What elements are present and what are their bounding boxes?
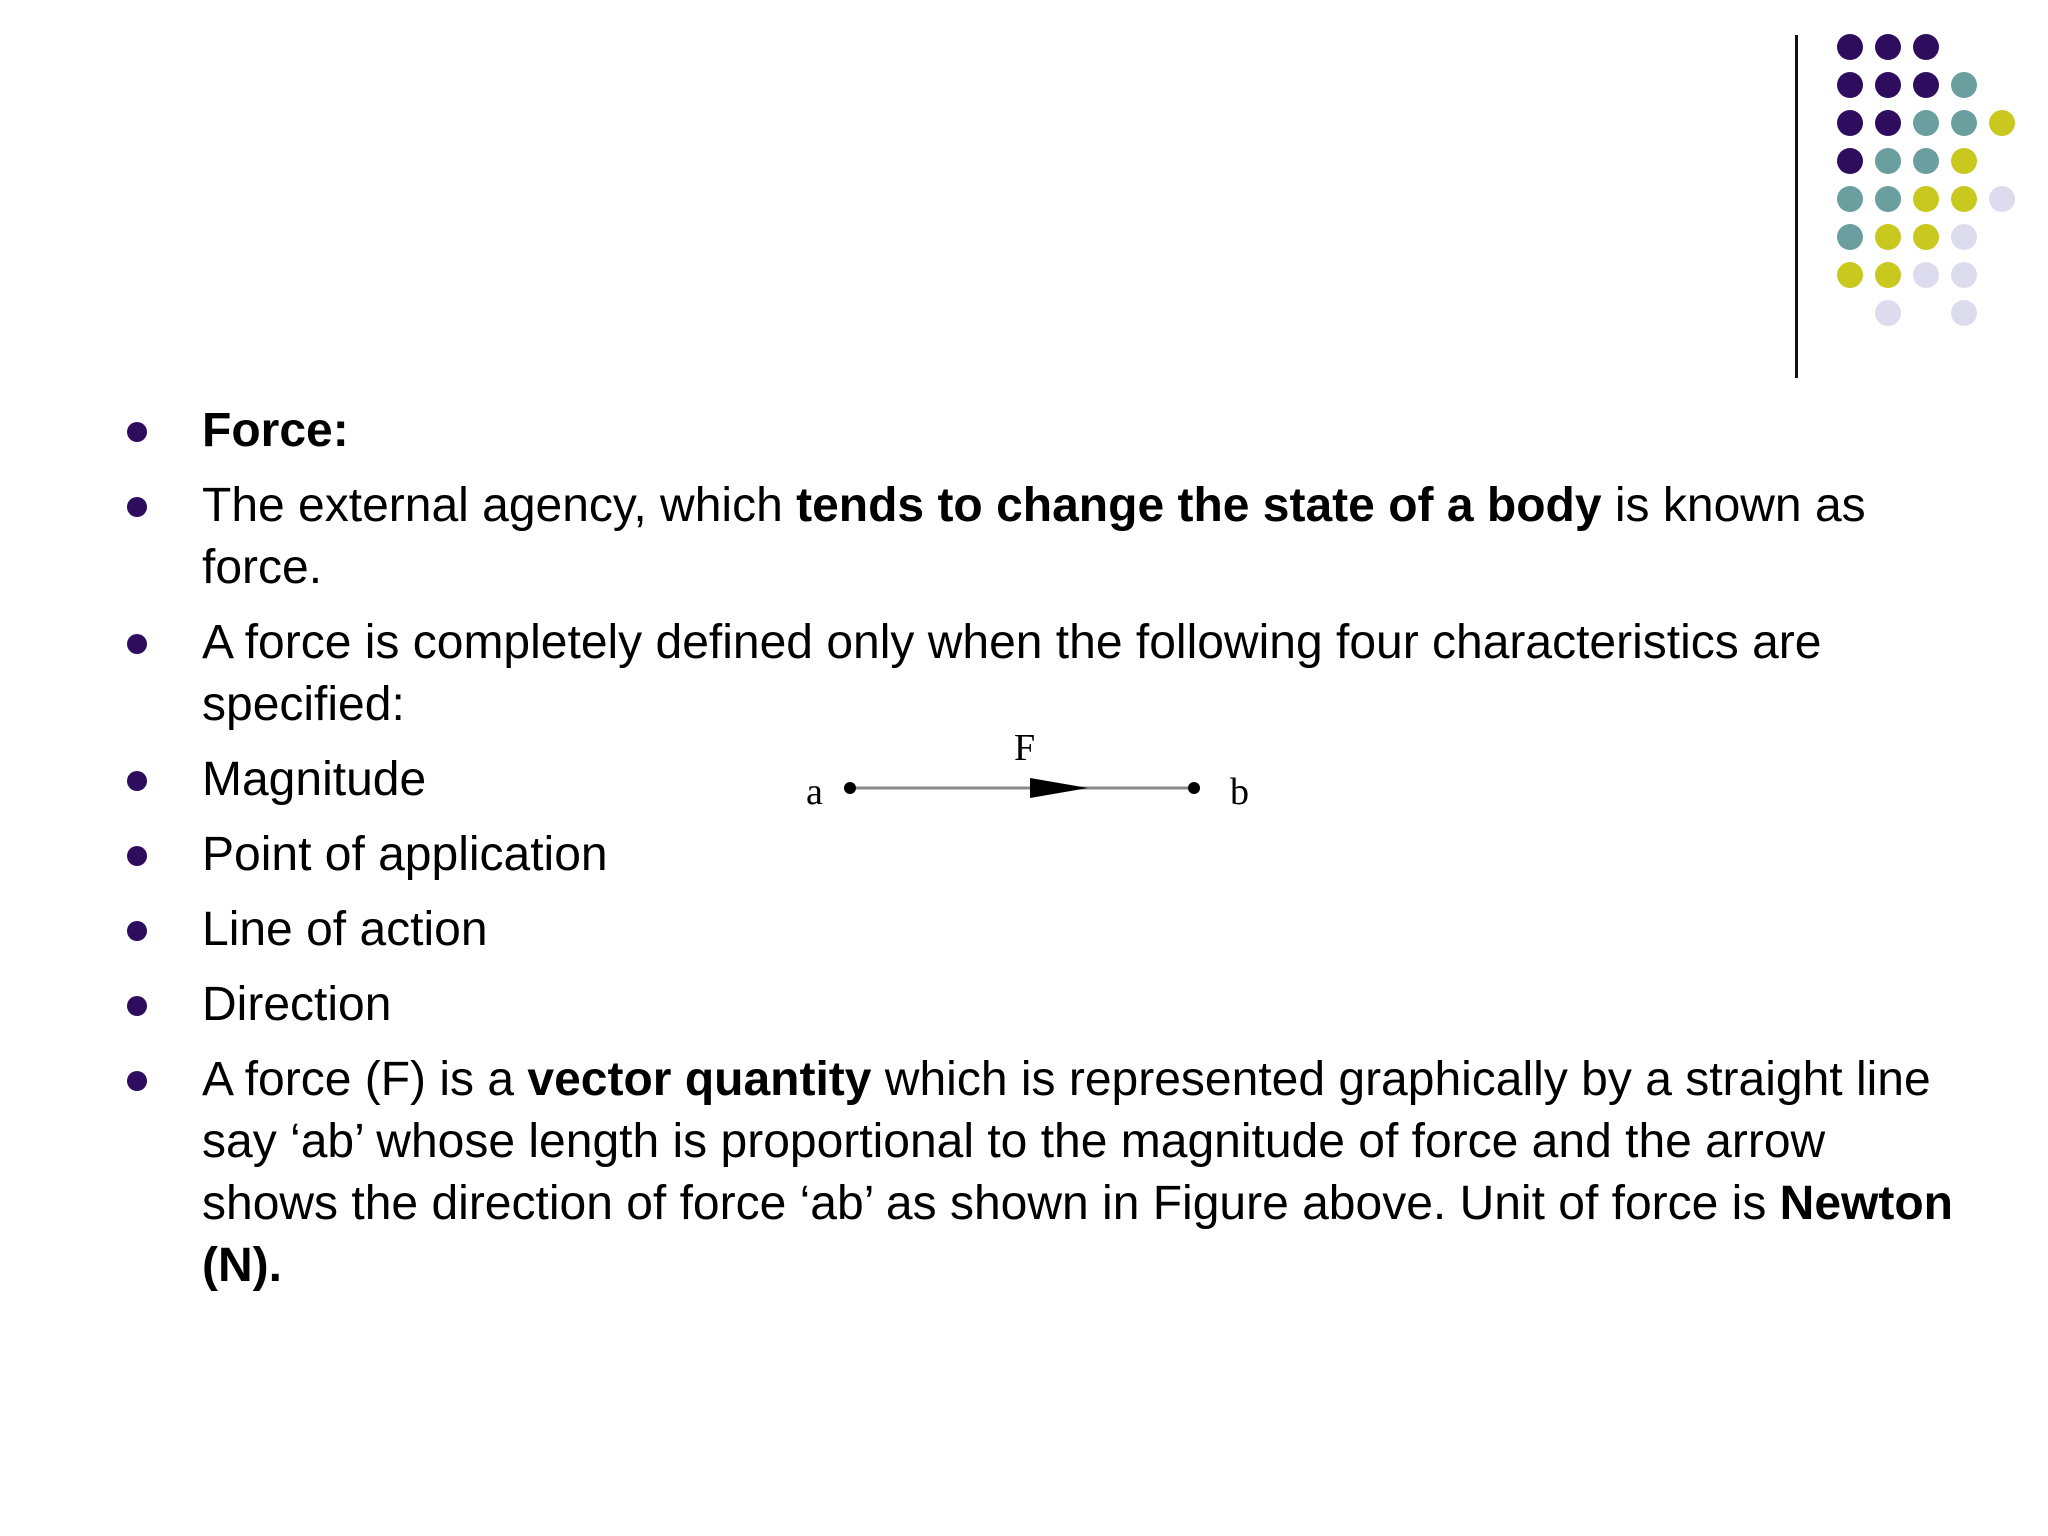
decorative-dot	[1875, 224, 1901, 250]
bold-text: tends to change the state of a body	[796, 479, 1602, 532]
bold-text: vector quantity	[527, 1053, 872, 1106]
text: The external agency, which	[202, 479, 797, 532]
bullet-item	[118, 475, 1968, 599]
bullet-dot-icon	[127, 634, 147, 654]
decorative-dot	[1951, 148, 1977, 174]
text: which is represented graphically by a straight line say ‘ab’ whose length is proportional to the magnitude of force and the arrow shows the direction of force ‘ab’ as shown in Figure above. Unit of force is	[202, 1053, 1931, 1230]
decorative-dot	[1913, 262, 1939, 288]
decorative-dot	[1951, 110, 1977, 136]
decorative-dot	[1837, 224, 1863, 250]
decorative-dot	[1837, 148, 1863, 174]
decorative-dot	[1913, 148, 1939, 174]
arrowhead-icon	[1030, 778, 1088, 798]
decorative-dot	[1875, 186, 1901, 212]
bullet-item	[118, 824, 842, 886]
text: Direction	[202, 978, 392, 1031]
decorative-dot	[1989, 110, 2015, 136]
decorative-dot	[1951, 72, 1977, 98]
decorative-dot	[1913, 110, 1939, 136]
decorative-dot	[1837, 72, 1863, 98]
bullet-dot-icon	[127, 771, 147, 791]
bullet-dot-icon	[127, 996, 147, 1016]
decorative-dot	[1837, 34, 1863, 60]
bullet-item	[118, 899, 842, 961]
decorative-dot	[1951, 300, 1977, 326]
bullet-list	[118, 400, 1968, 1297]
decorative-dot	[1951, 186, 1977, 212]
label-force: F	[1014, 727, 1036, 769]
decorative-dot	[1913, 186, 1939, 212]
bullet-item	[118, 1049, 1968, 1297]
decorative-dot	[1875, 34, 1901, 60]
text: Magnitude	[202, 753, 427, 806]
label-b: b	[1230, 771, 1249, 813]
bullet-dot-icon	[127, 497, 147, 517]
bullet-item	[118, 612, 1968, 736]
text: Line of action	[202, 903, 488, 956]
decorative-dot	[1875, 262, 1901, 288]
bullet-dot-icon	[127, 846, 147, 866]
text: A force is completely defined only when the following four characteristics are specified:	[202, 616, 1822, 731]
point-b	[1188, 782, 1200, 794]
bullet-dot-icon	[127, 921, 147, 941]
decorative-dot	[1875, 72, 1901, 98]
text: Point of application	[202, 828, 608, 881]
force-vector-figure	[790, 720, 1270, 830]
bold-text: Force:	[202, 404, 349, 457]
bullet-item	[118, 400, 1968, 462]
slide-content	[118, 400, 1968, 1310]
decorative-dot-grid	[0, 0, 2048, 400]
decorative-dot	[1837, 262, 1863, 288]
bullet-item	[118, 974, 842, 1036]
point-a	[844, 782, 856, 794]
bullet-item	[118, 749, 842, 811]
decorative-dot	[1913, 72, 1939, 98]
decorative-dot	[1989, 186, 2015, 212]
decorative-dot	[1913, 224, 1939, 250]
decorative-divider-line	[1795, 35, 1798, 378]
decorative-dot	[1875, 110, 1901, 136]
text: A force (F) is a	[202, 1053, 528, 1106]
decorative-dot	[1951, 262, 1977, 288]
decorative-dot	[1913, 34, 1939, 60]
decorative-dot	[1837, 110, 1863, 136]
decorative-dot	[1951, 224, 1977, 250]
text: is known as force.	[202, 479, 1866, 594]
label-a: a	[806, 771, 823, 813]
bullet-dot-icon	[127, 1071, 147, 1091]
decorative-dot	[1875, 148, 1901, 174]
bold-text: Newton (N).	[202, 1177, 1953, 1292]
bullet-dot-icon	[127, 422, 147, 442]
decorative-dot	[1875, 300, 1901, 326]
decorative-dot	[1837, 186, 1863, 212]
